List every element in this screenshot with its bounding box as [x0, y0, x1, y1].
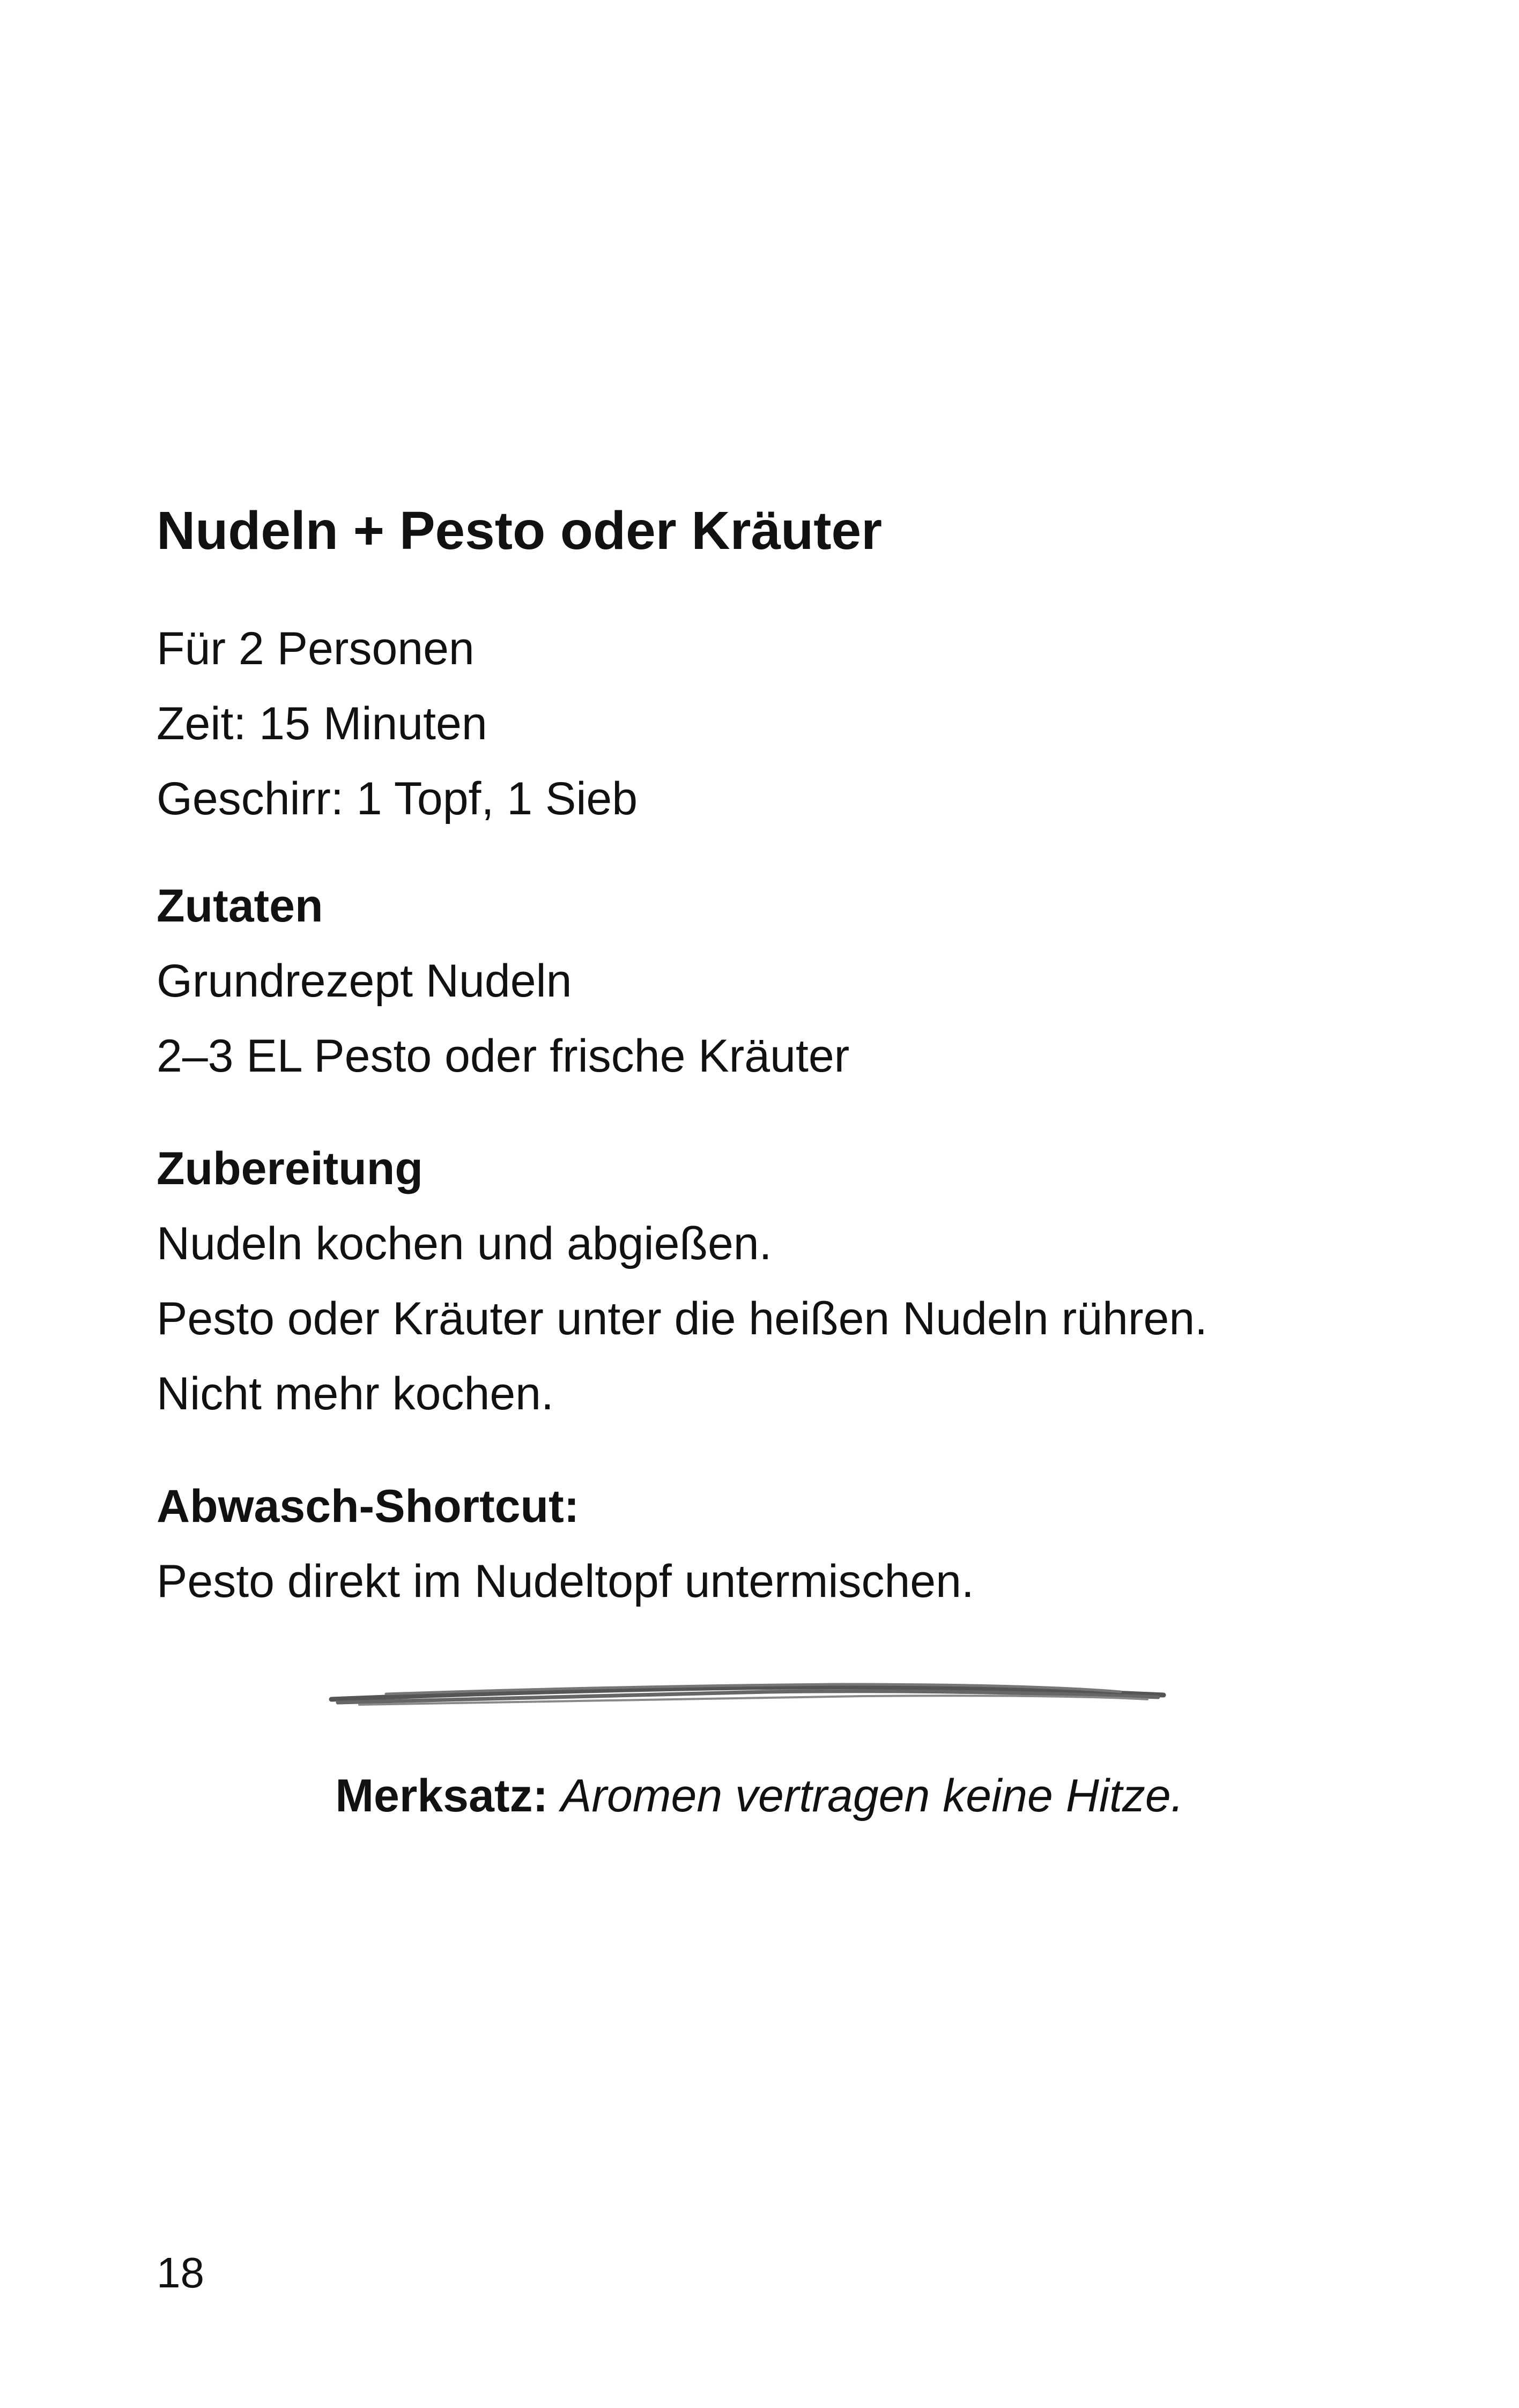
preparation-heading: Zubereitung	[157, 1143, 423, 1194]
merksatz-text: Aromen vertragen keine Hitze.	[561, 1770, 1184, 1822]
time-text: Zeit: 15 Minuten	[157, 698, 487, 749]
ingredients-heading: Zutaten	[157, 880, 323, 932]
merksatz-label: Merksatz:	[335, 1770, 549, 1822]
equipment-text: Geschirr: 1 Topf, 1 Sieb	[157, 773, 638, 824]
preparation-section	[157, 1131, 1207, 1431]
preparation-step: Nicht mehr kochen.	[157, 1368, 554, 1419]
brush-stroke-divider	[327, 1678, 1169, 1710]
servings-text: Für 2 Personen	[157, 623, 475, 674]
shortcut-heading: Abwasch-Shortcut:	[157, 1481, 580, 1532]
page-number: 18	[157, 2249, 204, 2296]
recipe-meta	[157, 611, 638, 836]
recipe-title: Nudeln + Pesto oder Kräuter	[157, 501, 883, 561]
preparation-step: Nudeln kochen und abgießen.	[157, 1218, 772, 1269]
preparation-step: Pesto oder Kräuter unter die heißen Nudeln rühren.	[157, 1293, 1208, 1344]
ingredient-item: 2–3 EL Pesto oder frische Kräuter	[157, 1030, 850, 1082]
shortcut-section	[157, 1469, 974, 1619]
merksatz	[0, 1758, 1519, 1833]
ingredient-item: Grundrezept Nudeln	[157, 955, 572, 1007]
ingredients-section	[157, 868, 849, 1094]
shortcut-text: Pesto direkt im Nudeltopf untermischen.	[157, 1556, 974, 1607]
